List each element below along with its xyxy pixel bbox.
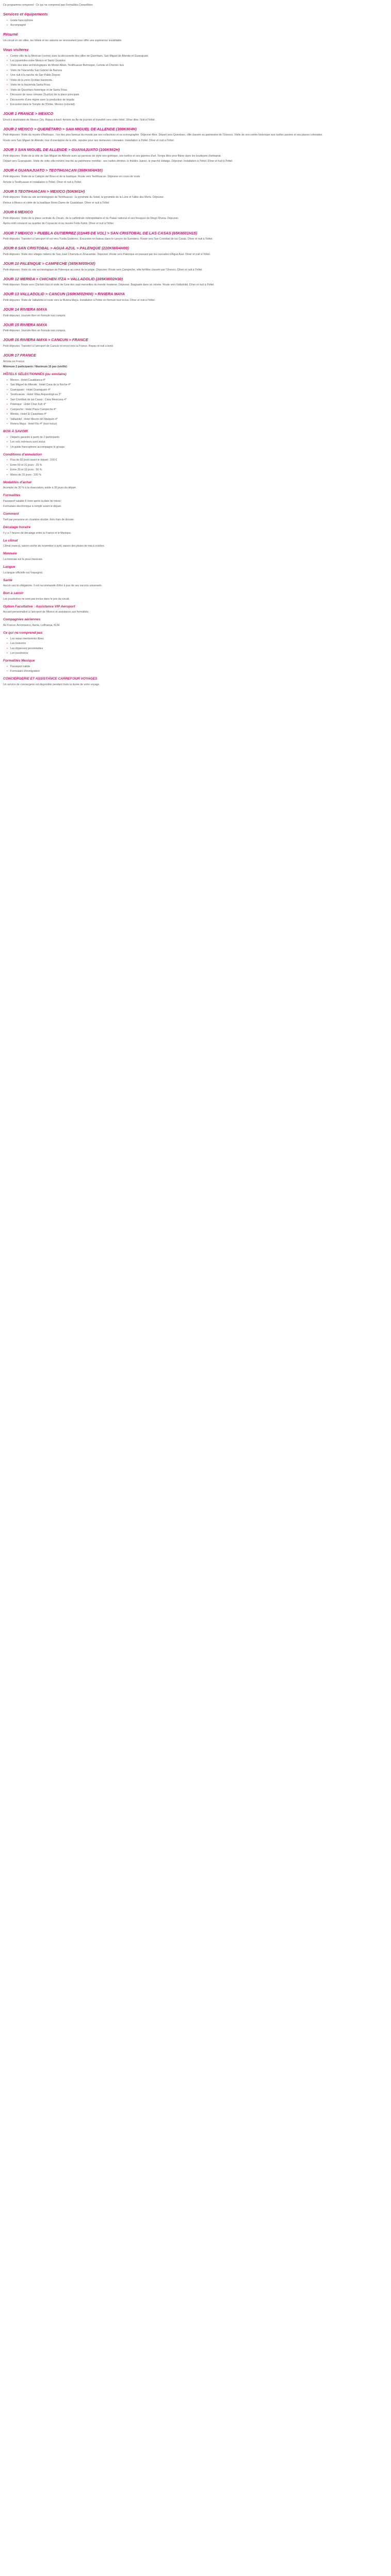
formalites-text: Formulaire électronique à remplir avant le départ. xyxy=(3,505,62,509)
list-item: • San Cristóbal de las Casas : Casa Mexicana 4* xyxy=(10,398,388,402)
modalites-text: Acompte de 30 % à la réservation, solde à 30 jours du départ. xyxy=(3,486,77,490)
services-title: Services et équipements xyxy=(3,12,48,17)
mentions-list xyxy=(3,637,388,655)
list-item: • Accompagné xyxy=(10,23,388,27)
day-block xyxy=(3,353,388,364)
formalites-text: Passeport valable 6 mois après la date de retour. xyxy=(3,499,61,503)
list-item: • Riviera Maya : Hotel Riu 4* (tout inclus) xyxy=(10,422,388,426)
sante-text: Aucun vaccin obligatoire. Il est recommandé d'être à jour de ses vaccins universels. xyxy=(3,584,103,588)
day-text: Petit-déjeuner. Transfert à l'aéroport de Cancún et envol vers la France. Repas et nuit à bord. xyxy=(3,344,114,348)
visit-title: Vous visiterez xyxy=(3,47,29,52)
list-item: • Visite de la zone Ocotlán Hacienda xyxy=(10,78,388,82)
day-text: Départ vers Guanajuato. Visite de cette ville minière inscrite au patrimoine mondial : ses ruelles étroites, le théâtre Juárez, le marché Hidalgo. Déjeuner. Installation à l'hôtel. Dîner et nuit à l'hôtel. xyxy=(3,160,233,163)
resume-title: Résumé xyxy=(3,32,18,37)
bonasavoir2-title: Bon à savoir xyxy=(3,591,24,596)
option-title: Option Facultative : Assistance VIP Aéroport xyxy=(3,604,75,608)
list-item: • Entre 30 et 15 jours : 50 % xyxy=(10,468,388,472)
day-title: JOUR 2 MEXICO > QUERÉTARO > SAN MIGUEL DE ALLENDE (300KM/4H) xyxy=(3,126,137,131)
list-item: • Formulaire d'immigration xyxy=(10,669,388,673)
list-item: • Passeport valide xyxy=(10,665,388,669)
day-title: JOUR 12 MERIDA > CHICHEN ITZA > VALLADOLID (165KM/02H30) xyxy=(3,276,123,281)
day-title: JOUR 1 FRANCE > MEXICO xyxy=(3,111,54,116)
day-title: JOUR 15 RIVIERA MAYA xyxy=(3,322,47,327)
day-block xyxy=(3,168,388,184)
compagnies-title: Compagnies aériennes xyxy=(3,618,41,622)
day-text: Envol à destination de Mexico City. Repas à bord. Arrivée au 8e de journée et transfert vers votre hôtel. Dîner libre. Nuit à l'hôtel. xyxy=(3,118,156,122)
list-item: • Palenque : Hotel Chan Kah 4* xyxy=(10,402,388,406)
day-block xyxy=(3,246,388,257)
day-text: Petit-déjeuner. Visite des villages indiens de San Juan Chamula et Zinacantán. Déjeuner. Route vers Palenque en passant par les cascades d'Agua Azul. Dîner et nuit à l'hôtel. xyxy=(3,252,211,256)
list-item: • San Miguel de Allende : Hotel Casa de la Noche 4* xyxy=(10,383,388,387)
day-block xyxy=(3,210,388,226)
langue-title: Langue xyxy=(3,565,15,569)
day-text: Retour à Mexico et visite de la basilique Notre-Dame de Guadalupe. Dîner et nuit à l'hôtel. xyxy=(3,201,110,205)
list-item: • Visite des sites archéologiques de Monte Albán, Teotihuacan Belmopan, Cenote et Chichén Itzá xyxy=(10,63,388,67)
day-text: Petit-déjeuner. Transfert à l'aéroport et vol vers Tuxtla Gutiérrez. Excursion en bateau dans le canyon du Sumidero. Route vers San Cristóbal de las Casas. Dîner et nuit à l'hôtel. xyxy=(3,238,213,241)
modalites-title: Modalités d'achat xyxy=(3,480,32,484)
day-title: JOUR 7 MEXICO > PUEBLA GUTIERREZ (01H45 DE VOL) > SAN CRISTOBAL DE LAS CASAS (65KM/01H15) xyxy=(3,230,198,235)
list-item: • Les pyramides entre Mexico et Santo Guanino xyxy=(10,59,388,63)
day-title: JOUR 6 MEXICO xyxy=(3,210,33,215)
day-title: JOUR 16 RIVIERA MAYA > CANCUN > FRANCE xyxy=(3,337,88,343)
climat-text: Climat tropical, saison sèche de novembre à avril, saison des pluies de mai à octobre. xyxy=(3,545,105,548)
mentions-title: Ce qui ne comprend pas xyxy=(3,631,43,635)
conditions-list xyxy=(3,458,388,477)
day-text: Petit-déjeuner. Visite de la place centrale du Zócalo, de la cathédrale métropolitaine et du Palais national et ses fresques de Diego Rivera. Déjeuner. xyxy=(3,216,179,220)
day-text: Petit-déjeuner. Journée libre en formule tout compris. xyxy=(3,314,66,317)
list-item: • Les vols intérieurs sont inclus xyxy=(10,440,388,444)
day-block xyxy=(3,127,388,143)
list-item: • Découverte d'une région avec la production de tequila xyxy=(10,98,388,102)
list-item: • Visite de Querétaro historique et de Santa Rosa xyxy=(10,88,388,92)
day-text: Petit-déjeuner. Route vers Chichén Itzá et visite de l'une des sept merveilles du monde moderne. Déjeuner. Baignade dans un cénote. Route vers Valladolid. Dîner et nuit à l'hôtel. xyxy=(3,283,215,287)
conditions-title: Conditions d'annulation xyxy=(3,452,42,456)
day-title: JOUR 8 SAN CRISTOBAL > AGUA AZUL > PALENQUE (220KM/04H00) xyxy=(3,246,129,251)
day-text: Après-midi consacré au quartier de Coyoacán et au musée Frida Kahlo. Dîner et nuit à l'hôtel. xyxy=(3,222,115,226)
group-size: Minimum 2 participants / Maximum 16 pax (vérifié) xyxy=(3,365,67,369)
decalage-title: Décalage horaire xyxy=(3,526,31,530)
day-text: Arrivée à Teotihuacan et installation à l'hôtel. Dîner et nuit à l'hôtel. xyxy=(3,180,82,184)
day-block xyxy=(3,189,388,205)
sante-title: Santé xyxy=(3,578,12,582)
langue-text: La langue officielle est l'espagnol. xyxy=(3,571,43,574)
bonavoir-list xyxy=(3,435,388,449)
monnaie-text: La monnaie est le peso mexicain. xyxy=(3,557,43,561)
day-text: Petit-déjeuner. Visite du site archéologique de Teotihuacan : la pyramide du Soleil, la pyramide de la Lune et l'allée des Morts. Déjeuner. xyxy=(3,196,165,199)
list-item: • Les pourboires xyxy=(10,651,388,655)
day-title: JOUR 10 PALENQUE > CAMPECHE (365KM/05H30) xyxy=(3,261,95,266)
list-item: • Entre 60 et 31 jours : 25 % xyxy=(10,463,388,467)
formalites-mexique-list xyxy=(3,665,388,674)
itinerary xyxy=(3,111,388,364)
conciergerie-title: CONCIERGERIE ET ASSISTANCE CARREFOUR VOYAGES xyxy=(3,677,97,681)
day-block xyxy=(3,307,388,318)
list-item: • Plus de 60 jours avant le départ : 100 € xyxy=(10,458,388,462)
list-item: • Mérida : Hotel El Castellano 4* xyxy=(10,412,388,416)
hotels-title: HÔTELS SÉLECTIONNÉS (ou similaire) xyxy=(3,372,67,377)
list-item: • Les boissons xyxy=(10,641,388,646)
list-item: • Les repas mentionnés libres xyxy=(10,637,388,641)
list-item: • Campeche : Hotel Plaza Campeche 4* xyxy=(10,408,388,412)
list-item: • Une nuit à la ranche de San Pablo Deposi xyxy=(10,73,388,77)
comment-text: Tarif par personne en chambre double, hors frais de dossier. xyxy=(3,518,75,522)
day-title: JOUR 4 GUANAJUATO > TEOTIHUACAN (360KM/4H30) xyxy=(3,168,103,173)
day-title: JOUR 17 FRANCE xyxy=(3,353,36,358)
list-item: • Teotihuacan : Hotel Villas Arqueológicas 3* xyxy=(10,393,388,397)
list-item: • Valladolid : Hotel Mesón del Marqués 4* xyxy=(10,417,388,421)
formalites-mexique-title: Formalités Mexique xyxy=(3,659,35,663)
bonavoir-title: BON À SAVOIR xyxy=(3,430,28,434)
page xyxy=(0,0,391,698)
day-title: JOUR 14 RIVIERA MAYA xyxy=(3,307,47,312)
day-text: Route vers San Miguel de Allende, tour d'orientation de la ville, réputée pour ses demeures coloniales. Installation à l'hôtel. Dîner et nuit à l'hôtel. xyxy=(3,139,174,143)
day-text: Petit-déjeuner. Visite du musée d'Anthropo : l'un des plus fameux du monde par ses collections et sa scénographie. Déjeuner libre. Départ vers Querétaro, ville classée au patrimoine de l'Unesco. Visite de son centre historique aux ruelles pavées et ses places coloniales. xyxy=(3,133,323,137)
visit-list xyxy=(3,54,388,107)
day-text: Arrivée en France. xyxy=(3,360,25,363)
day-text: Petit-déjeuner. Visite de la ville de San Miguel de Allende avec sa paroisse de style néo-gothique, ses ruelles et ses galeries d'art. Temps libre pour flâner dans les boutiques d'artisanat. xyxy=(3,154,222,158)
day-text: Petit-déjeuner. Journée libre en formule tout compris. xyxy=(3,329,66,333)
monnaie-title: Monnaie xyxy=(3,552,17,556)
day-title: JOUR 13 VALLADOLID > CANCUN (160KM/02H00) > RIVIERA MAYA xyxy=(3,292,125,297)
day-block xyxy=(3,337,388,348)
bonasavoir2-text: Les pourboires ne sont pas inclus dans le prix du circuit. xyxy=(3,597,70,601)
day-block xyxy=(3,323,388,333)
climat-title: Le climat xyxy=(3,538,18,543)
day-text: Petit-déjeuner. Visite de la Callejón del Beso et de la basilique. Route vers Teotihuacan. Déjeuner en cours de route. xyxy=(3,175,141,179)
list-item: • Visite de la Hacienda Santa Rosa xyxy=(10,83,388,87)
conciergerie-text: Un service de conciergerie est disponible pendant toute la durée de votre voyage. xyxy=(3,683,100,686)
day-block xyxy=(3,292,388,302)
day-block xyxy=(3,111,388,122)
list-item: • Un guide francophone accompagne le groupe xyxy=(10,445,388,449)
list-item: • Centre-ville de la Mexican (centre) avec la découverte des villes de Querétaro, San Miguel de Allende et Guanajuato xyxy=(10,54,388,58)
list-item: • Excursion dans le Temple de l'Ordre, Mexico (colonial) xyxy=(10,103,388,107)
list-item: • Guide francophone xyxy=(10,19,388,23)
hotels-list xyxy=(3,378,388,426)
list-item: • Départs garantis à partir de 2 participants xyxy=(10,435,388,439)
list-item: • Les dépenses personnelles xyxy=(10,647,388,651)
day-block xyxy=(3,261,388,272)
decalage-text: Il y a 7 heures de décalage entre la France et le Mexique. xyxy=(3,531,72,535)
list-item: • Mexico : Hotel Casablanca 4* xyxy=(10,378,388,382)
list-item: • Visite de l'Hacienda San Gabriel de Barrera xyxy=(10,69,388,73)
day-text: Petit-déjeuner. Visite de Valladolid et route vers la Riviera Maya. Installation à l'hôtel en formule tout inclus. Dîner et nuit à l'hôtel. xyxy=(3,298,156,302)
compagnies-text: Air France, Aeromexico, Iberia, Lufthansa, KLM. xyxy=(3,624,60,628)
day-title: JOUR 5 TEOTIHUACAN > MEXICO (50KM/1H) xyxy=(3,189,85,194)
comment-title: Comment xyxy=(3,512,19,516)
intro-text: Ce programme comprend : Ce qui ne comprend pas Formalités Conseillées xyxy=(3,4,93,7)
resume-text: Un circuit en six villes, les hôtels et les saisons se renouvelent pour offrir une expérience inoubliable. xyxy=(3,39,122,42)
option-text: Accueil personnalisé à l'aéroport de Mexico et assistance aux formalités. xyxy=(3,611,89,614)
day-block xyxy=(3,277,388,287)
day-text: Petit-déjeuner. Visite du site archéologique de Palenque au cœur de la jungle. Déjeuner. Route vers Campeche, ville fortifiée classée par l'Unesco. Dîner et nuit à l'hôtel. xyxy=(3,268,203,272)
formalites-title: Formalités xyxy=(3,494,21,498)
services-list xyxy=(3,19,388,28)
list-item: • Guanajuato : Hotel Guanajuato 4* xyxy=(10,388,388,392)
day-block xyxy=(3,147,388,163)
day-block xyxy=(3,231,388,242)
list-item: • Moins de 15 jours : 100 % xyxy=(10,473,388,477)
list-item: • Découvrir de rares cénotes (Suytún) de la place principale xyxy=(10,93,388,97)
day-title: JOUR 3 SAN MIGUEL DE ALLENDE > GUANAJUATO (100KM/2H) xyxy=(3,147,120,152)
